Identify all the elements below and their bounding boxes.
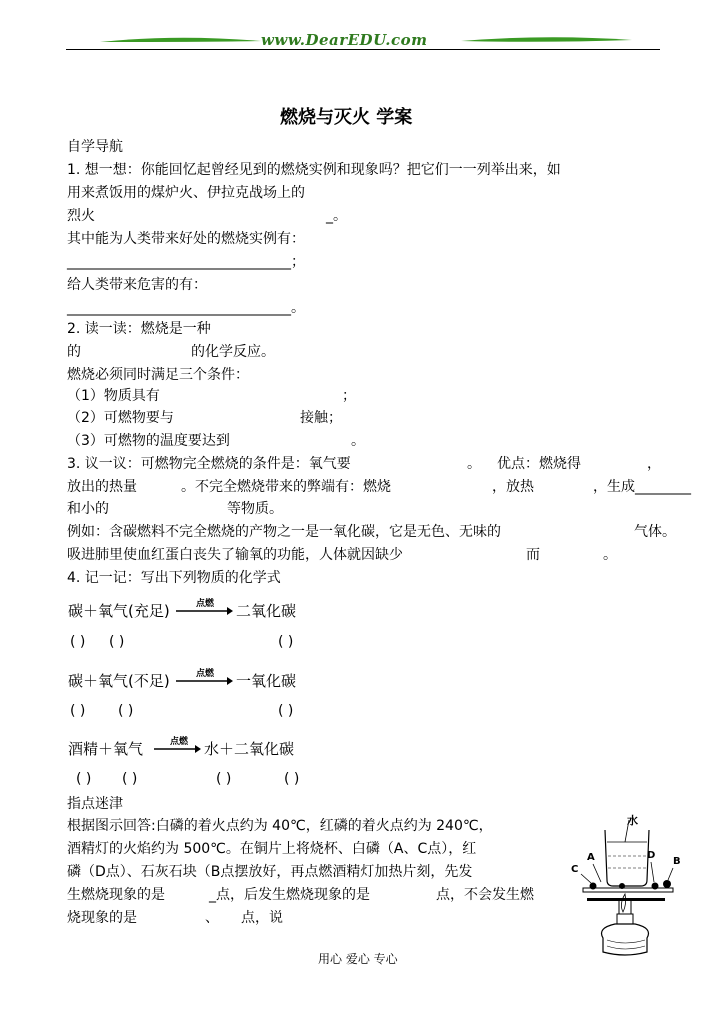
guide-line: 根据图示回答:白磷的着火点约为 40℃，红磷的着火点约为 240℃， <box>67 818 493 834</box>
site-url[interactable]: www.DearEDU.com <box>261 31 428 49</box>
question-2: 2. 读一读：燃烧是一种 <box>67 321 211 337</box>
text-line: 。 <box>603 547 617 563</box>
guide-line: 磷（D点）、石灰石块（B点摆放好，再点燃酒精灯加热片刻，先发 <box>67 864 473 880</box>
equation-2-left: 碳＋氧气(不足) <box>68 672 170 690</box>
text-line: ， <box>647 456 661 472</box>
condition-3: （3）可燃物的温度要达到 <box>67 433 230 449</box>
arrow-right-icon <box>176 668 234 690</box>
label-water: 水 <box>627 814 638 827</box>
text-line: 。 <box>351 433 365 449</box>
formula-blank: ( ) <box>76 771 92 787</box>
text-line: 烈火 <box>67 208 95 224</box>
formula-blank: ( ) <box>278 634 294 650</box>
question-3: 3. 议一议：可燃物完全燃烧的条件是：氧气要 <box>67 456 351 472</box>
guide-heading: 指点迷津 <box>67 796 123 812</box>
text-line: 。不完全燃烧带来的弊端有：燃烧 <box>181 479 391 495</box>
formula-blank: ( ) <box>216 771 232 787</box>
text-line: 例如：含碳燃料不完全燃烧的产物之一是一氧化碳，它是无色、无味的 <box>67 524 501 540</box>
experiment-figure <box>567 812 687 962</box>
section-heading: 自学导航 <box>67 139 123 155</box>
guide-line: 点，不会发生燃 <box>436 887 534 903</box>
formula-blank: ( ) <box>109 634 125 650</box>
label-c: C <box>571 864 579 875</box>
equation-3-left: 酒精＋氧气 <box>68 740 144 758</box>
text-line: 气体。 <box>634 524 676 540</box>
text-line: 的化学反应。 <box>191 344 275 360</box>
text-line: 吸进肺里使血红蛋白丧失了输氧的功能，人体就因缺少 <box>67 547 403 563</box>
guide-line: 、 <box>205 910 219 926</box>
question-1-cont: 用来煮饭用的煤炉火、伊拉克战场上的 <box>67 185 305 201</box>
text-line: ，放热 <box>492 479 534 495</box>
equation-3-arrow <box>154 736 202 758</box>
text-line: 接触； <box>300 410 342 426</box>
text-line: 而 <box>526 547 540 563</box>
text-line: 给人类带来危害的有： <box>67 277 207 293</box>
equation-1-right: 二氧化碳 <box>236 602 297 620</box>
condition-1: （1）物质具有 <box>67 388 160 404</box>
label-a: A <box>587 852 595 863</box>
formula-blank: ( ) <box>122 771 138 787</box>
formula-blank: ( ) <box>70 634 86 650</box>
reaction-condition: 点燃 <box>196 669 215 679</box>
reaction-condition: 点燃 <box>170 737 189 747</box>
answer-blank: ________________________________。 <box>67 300 305 316</box>
text-line: 等物质。 <box>227 501 283 517</box>
text-line: 其中能为人类带来好处的燃烧实例有： <box>67 231 305 247</box>
text-line: 。 <box>467 456 481 472</box>
label-d: D <box>647 850 656 861</box>
text-line: ，生成________ <box>593 479 691 495</box>
formula-blank: ( ) <box>70 703 86 719</box>
text-line: 放出的热量 <box>67 479 137 495</box>
equation-1-left: 碳＋氧气(充足) <box>68 602 170 620</box>
page-footer: 用心 爱心 专心 <box>318 952 398 966</box>
reaction-condition: 点燃 <box>196 599 215 609</box>
question-4: 4. 记一记：写出下列物质的化学式 <box>67 570 281 586</box>
guide-line: 生燃烧现象的是 <box>67 887 165 903</box>
formula-blank: ( ) <box>118 703 134 719</box>
formula-blank: ( ) <box>284 771 300 787</box>
guide-line: _点，后发生燃烧现象的是 <box>209 887 370 903</box>
answer-blank: ________________________________； <box>67 254 305 270</box>
text-line: 优点：燃烧得 <box>497 456 581 472</box>
guide-line: 烧现象的是 <box>67 910 137 926</box>
text-line: ； <box>342 388 356 404</box>
arrow-right-icon <box>154 736 202 758</box>
equation-2-arrow <box>176 668 234 690</box>
guide-line: 点，说 <box>241 910 283 926</box>
equation-3-right: 水＋二氧化碳 <box>204 740 295 758</box>
header-rule <box>66 49 660 50</box>
question-1: 1. 想一想：你能回忆起曾经见到的燃烧实例和现象吗？把它们一一列举出来，如 <box>67 162 561 178</box>
lab-apparatus-icon <box>567 812 687 962</box>
text-line: 燃烧必须同时满足三个条件： <box>67 367 249 383</box>
formula-blank: ( ) <box>278 703 294 719</box>
equation-1-arrow <box>176 598 234 620</box>
text-line: _。 <box>326 208 347 224</box>
guide-line: 酒精灯的火焰约为 500℃。在铜片上将烧杯、白磷（A、C点），红 <box>67 841 477 857</box>
label-b: B <box>673 856 681 867</box>
equation-2-right: 一氧化碳 <box>236 672 297 690</box>
text-line: 和小的 <box>67 501 109 517</box>
page-title: 燃烧与灭火 学案 <box>280 107 413 128</box>
text-line: 的 <box>67 344 81 360</box>
arrow-right-icon <box>176 598 234 620</box>
condition-2: （2）可燃物要与 <box>67 410 174 426</box>
